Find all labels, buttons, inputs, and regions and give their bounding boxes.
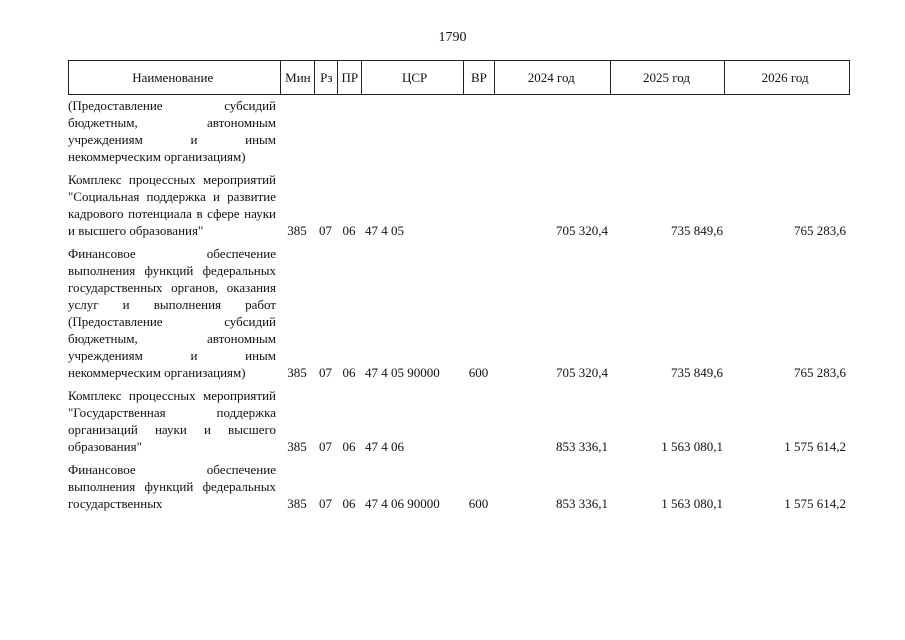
row-2024 <box>494 97 610 165</box>
page-number: 1790 <box>438 30 467 45</box>
row-2026: 1 575 614,2 <box>784 439 846 454</box>
row-rz <box>314 97 337 165</box>
table-row <box>68 97 850 165</box>
row-rz: 07 <box>319 496 332 511</box>
row-rz: 07 <box>319 439 332 454</box>
header-2026: 2026 год <box>724 61 849 94</box>
row-pr <box>337 97 361 165</box>
row-csr: 47 4 06 90000 <box>365 496 440 511</box>
row-min <box>280 97 314 165</box>
row-rz: 07 <box>319 223 332 238</box>
row-csr: 47 4 05 90000 <box>365 365 440 380</box>
row-min: 385 <box>287 496 307 511</box>
row-name: Комплекс процессных мероприятий "Государственная поддержка организаций науки и высшего образования" <box>68 388 276 454</box>
row-2026: 765 283,6 <box>794 223 846 238</box>
row-name: Комплекс процессных мероприятий "Социальная поддержка и развитие кадрового потенциала в сфере науки и высшего образования" <box>68 172 276 238</box>
row-csr: 47 4 05 <box>365 223 404 238</box>
row-vr <box>463 171 494 239</box>
row-vr <box>463 97 494 165</box>
table-row <box>68 461 850 512</box>
header-vr: ВР <box>463 61 494 94</box>
row-name: (Предоставление субсидий бюджетным, автономным учреждениям и иным некоммерческим организациям) <box>68 98 276 164</box>
row-rz: 07 <box>319 365 332 380</box>
header-rz: Рз <box>314 61 337 94</box>
header-2025: 2025 год <box>610 61 725 94</box>
row-csr: 47 4 06 <box>365 439 404 454</box>
row-2026: 765 283,6 <box>794 365 846 380</box>
header-name: Наименование <box>132 69 214 85</box>
row-min: 385 <box>287 439 307 454</box>
header-csr: ЦСР <box>361 61 463 94</box>
row-vr: 600 <box>468 365 489 380</box>
row-name: Финансовое обеспечение выполнения функций федеральных государственных <box>68 462 276 511</box>
header-min: Мин <box>280 61 314 94</box>
row-pr: 06 <box>342 365 356 380</box>
row-2025: 1 563 080,1 <box>661 496 723 511</box>
row-vr <box>463 387 494 455</box>
row-pr: 06 <box>342 439 356 454</box>
row-min: 385 <box>287 223 307 238</box>
row-pr: 06 <box>342 496 356 511</box>
row-2025 <box>610 97 725 165</box>
header-pr: ПР <box>337 61 361 94</box>
row-2026 <box>725 97 850 165</box>
header-2024: 2024 год <box>494 61 610 94</box>
row-2025: 1 563 080,1 <box>661 439 723 454</box>
row-2024: 853 336,1 <box>556 496 608 511</box>
row-2026: 1 575 614,2 <box>784 496 846 511</box>
row-csr <box>361 97 463 165</box>
row-2024: 853 336,1 <box>556 439 608 454</box>
table-body <box>68 97 850 518</box>
row-2024: 705 320,4 <box>556 223 608 238</box>
row-name: Финансовое обеспечение выполнения функций федеральных государственных органов, оказания услуг и выполнения работ (Предоставление субсидий бюджетным, автономным учреждениям и иным некоммерческим организациям) <box>68 246 276 380</box>
row-pr: 06 <box>342 223 356 238</box>
table-row <box>68 387 850 455</box>
table-row <box>68 171 850 239</box>
row-2025: 735 849,6 <box>671 223 723 238</box>
row-2025: 735 849,6 <box>671 365 723 380</box>
row-min: 385 <box>287 365 307 380</box>
table-row <box>68 245 850 381</box>
table-header <box>68 60 850 95</box>
row-vr: 600 <box>468 496 489 511</box>
row-2024: 705 320,4 <box>556 365 608 380</box>
